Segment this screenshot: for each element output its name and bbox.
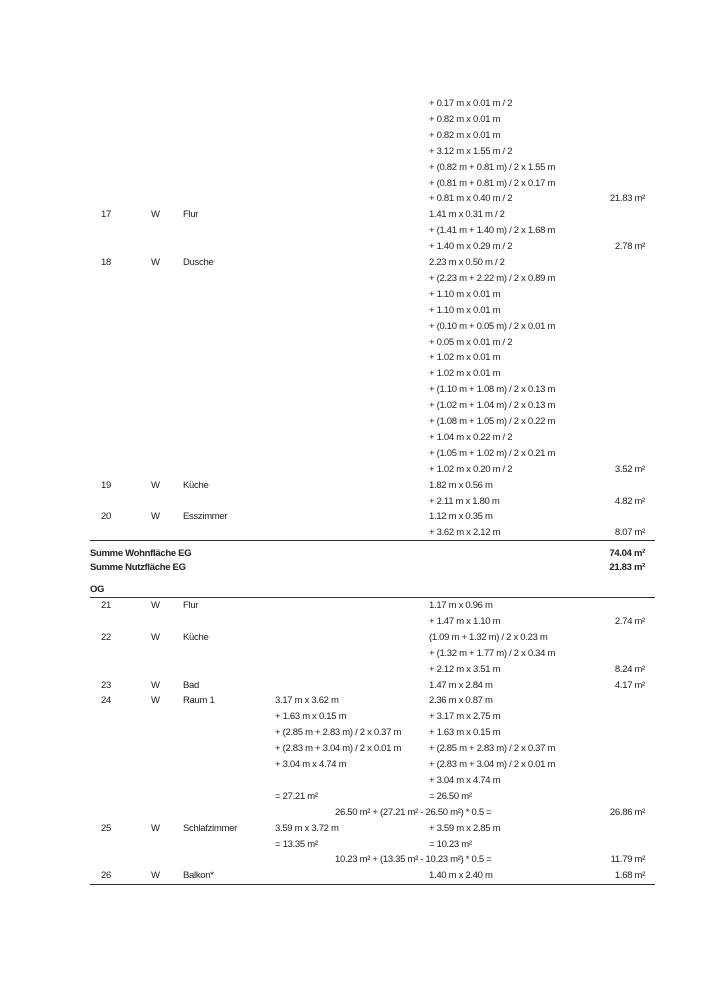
table-row [90, 335, 655, 351]
calc-net: 2.23 m x 0.50 m / 2 [429, 257, 505, 268]
table-row [90, 662, 655, 678]
calc-net: = 10.23 m² [429, 838, 472, 850]
calc-net: + (1.32 m + 1.77 m) / 2 x 0.34 m [429, 647, 556, 659]
room-name: Dusche [183, 257, 214, 268]
calc-net: + (1.05 m + 1.02 m) / 2 x 0.21 m [429, 447, 556, 459]
calc-gross: + 1.63 m x 0.15 m [275, 711, 347, 723]
table-row [90, 646, 655, 662]
room-type: W [151, 695, 160, 707]
calc-net: + 1.04 m x 0.22 m / 2 [429, 431, 513, 443]
calc-net: 2.36 m x 0.87 m [429, 695, 493, 707]
calc-net: + (2.83 m + 3.04 m) / 2 x 0.01 m [429, 759, 556, 770]
room-area: 4.17 m² [614, 679, 645, 691]
calc-gross: 3.17 m x 3.62 m [275, 695, 339, 707]
calc-net: + 3.04 m x 4.74 m [429, 774, 501, 786]
calc-net: + (0.82 m + 0.81 m) / 2 x 1.55 m [429, 161, 556, 173]
room-area: 21.83 m² [609, 193, 645, 205]
room-number: 25 [101, 822, 111, 834]
room-type: W [151, 631, 160, 643]
room-number: 21 [101, 600, 111, 611]
calc-net: + (2.23 m + 2.22 m) / 2 x 0.89 m [429, 272, 556, 284]
room-name: Esszimmer [183, 511, 228, 523]
calc-net: + 0.05 m x 0.01 m / 2 [429, 336, 513, 348]
table-row [90, 128, 655, 144]
calc-net: + (1.08 m + 1.05 m) / 2 x 0.22 m [429, 416, 556, 427]
table-row [90, 223, 655, 239]
room-type: W [151, 511, 160, 523]
table-row [90, 160, 655, 176]
room-area: 1.68 m² [614, 870, 645, 882]
room-name: Küche [183, 479, 209, 491]
table-row [90, 207, 655, 223]
room-area: 4.82 m² [614, 495, 645, 507]
table-row [90, 366, 655, 382]
calc-net: + 0.17 m x 0.01 m / 2 [429, 98, 513, 109]
calc-net: + (0.81 m + 0.81 m) / 2 x 0.17 m [429, 177, 556, 189]
calc-net: + 1.10 m x 0.01 m [429, 288, 501, 300]
room-name: Flur [183, 600, 199, 611]
table-row [90, 852, 655, 868]
table-row [90, 446, 655, 462]
table-row [90, 525, 655, 541]
room-type: W [151, 679, 160, 691]
table-row [90, 144, 655, 160]
room-area: 2.78 m² [614, 241, 645, 253]
calc-net: 1.82 m x 0.56 m [429, 479, 493, 491]
calc-gross: = 13.35 m² [275, 838, 318, 850]
table-row [90, 805, 655, 821]
room-name: Küche [183, 631, 209, 643]
room-type: W [151, 822, 160, 834]
table-row [90, 112, 655, 128]
calc-gross: = 27.21 m² [275, 790, 318, 802]
room-number: 22 [101, 631, 111, 643]
calc-net: + 3.59 m x 2.85 m [429, 822, 501, 834]
table-row [90, 478, 655, 494]
table-row [90, 176, 655, 192]
room-name: Schlafzimmer [183, 822, 237, 834]
calc-net: + (1.02 m + 1.04 m) / 2 x 0.13 m [429, 400, 556, 412]
calc-net: (1.09 m + 1.32 m) / 2 x 0.23 m [429, 631, 548, 643]
calc-net: 1.47 m x 2.84 m [429, 679, 493, 691]
calc-net: + (1.41 m + 1.40 m) / 2 x 1.68 m [429, 225, 556, 237]
table-row [90, 789, 655, 805]
room-area: 2.74 m² [614, 615, 645, 627]
table-row [90, 191, 655, 207]
calc-net: + 3.62 m x 2.12 m [429, 527, 501, 539]
table-row [90, 725, 655, 741]
room-type: W [151, 870, 160, 882]
table-row [90, 821, 655, 837]
table-row [90, 757, 655, 773]
og-table-bottom-line [90, 884, 655, 885]
table-row [90, 430, 655, 446]
table-row [90, 319, 655, 335]
room-area: 8.24 m² [614, 663, 645, 675]
room-number: 17 [101, 209, 111, 221]
calc-net: + 3.17 m x 2.75 m [429, 711, 501, 723]
room-number: 19 [101, 479, 111, 491]
calc-net: 1.40 m x 2.40 m [429, 870, 493, 882]
room-number: 24 [101, 695, 111, 707]
room-number: 23 [101, 679, 111, 691]
calc-net: + 1.40 m x 0.29 m / 2 [429, 241, 513, 253]
room-name: Balkon* [183, 870, 214, 882]
calc-average: 26.50 m² + (27.21 m² - 26.50 m²) * 0.5 = [335, 806, 492, 818]
room-type: W [151, 257, 160, 268]
room-number: 18 [101, 257, 111, 268]
calc-net: + 1.47 m x 1.10 m [429, 615, 501, 627]
table-row [90, 773, 655, 789]
calc-net: + (1.10 m + 1.08 m) / 2 x 0.13 m [429, 384, 556, 396]
room-number: 26 [101, 870, 111, 882]
calc-gross: + (2.83 m + 3.04 m) / 2 x 0.01 m [275, 743, 402, 755]
room-name: Flur [183, 209, 199, 221]
table-row [90, 96, 655, 112]
table-row [90, 678, 655, 694]
calc-net: + (0.10 m + 0.05 m) / 2 x 0.01 m [429, 320, 556, 332]
table-row [90, 630, 655, 646]
room-name: Raum 1 [183, 695, 215, 707]
table-row [90, 271, 655, 287]
calc-gross: + 3.04 m x 4.74 m [275, 759, 347, 770]
table-row [90, 614, 655, 630]
calc-net: = 26.50 m² [429, 790, 472, 802]
table-row [90, 350, 655, 366]
calc-average: 10.23 m² + (13.35 m² - 10.23 m²) * 0.5 = [335, 854, 492, 866]
summe-nutzflaeche-value: 21.83 m² [609, 562, 645, 573]
table-row [90, 868, 655, 884]
table-row [90, 741, 655, 757]
table-row [90, 494, 655, 510]
calc-gross: + (2.85 m + 2.83 m) / 2 x 0.37 m [275, 727, 402, 739]
calc-net: + (2.85 m + 2.83 m) / 2 x 0.37 m [429, 743, 556, 755]
summe-nutzflaeche-label: Summe Nutzfläche EG [90, 562, 186, 573]
og-section-title: OG [90, 584, 105, 595]
calc-net: + 2.11 m x 1.80 m [429, 495, 500, 507]
calc-net: + 1.10 m x 0.01 m [429, 304, 501, 316]
calc-net: + 0.82 m x 0.01 m [429, 129, 501, 141]
table-row [90, 598, 655, 614]
room-area: 11.79 m² [610, 854, 645, 866]
calc-net: 1.41 m x 0.31 m / 2 [429, 209, 505, 221]
table-row [90, 462, 655, 478]
room-type: W [151, 479, 160, 491]
calc-net: + 2.12 m x 3.51 m [429, 663, 501, 675]
calc-net: + 1.02 m x 0.01 m [429, 352, 501, 364]
calc-net: + 1.63 m x 0.15 m [429, 727, 501, 739]
calc-net: + 1.02 m x 0.01 m [429, 368, 501, 380]
room-number: 20 [101, 511, 111, 523]
table-row [90, 509, 655, 525]
table-row [90, 255, 655, 271]
calc-net: + 0.81 m x 0.40 m / 2 [429, 193, 513, 205]
table-row [90, 239, 655, 255]
table-row [90, 709, 655, 725]
room-name: Bad [183, 679, 200, 691]
table-row [90, 414, 655, 430]
room-type: W [151, 600, 160, 611]
table-row [90, 837, 655, 853]
table-row [90, 693, 655, 709]
summe-wohnflaeche-value: 74.04 m² [609, 548, 645, 559]
calc-net: + 3.12 m x 1.55 m / 2 [429, 145, 513, 157]
calc-gross: 3.59 m x 3.72 m [275, 822, 339, 834]
table-row [90, 303, 655, 319]
eg-table-bottom-line [90, 540, 655, 541]
room-area: 8.07 m² [614, 527, 645, 539]
room-area: 3.52 m² [614, 463, 645, 475]
calc-net: 1.17 m x 0.96 m [429, 600, 493, 611]
table-row [90, 287, 655, 303]
room-area: 26.86 m² [609, 806, 645, 818]
table-row [90, 382, 655, 398]
calc-net: 1.12 m x 0.35 m [429, 511, 493, 523]
calc-net: + 1.02 m x 0.20 m / 2 [429, 463, 513, 475]
room-type: W [151, 209, 160, 221]
calc-net: + 0.82 m x 0.01 m [429, 113, 501, 125]
table-row [90, 398, 655, 414]
summe-wohnflaeche-label: Summe Wohnfläche EG [90, 548, 192, 559]
